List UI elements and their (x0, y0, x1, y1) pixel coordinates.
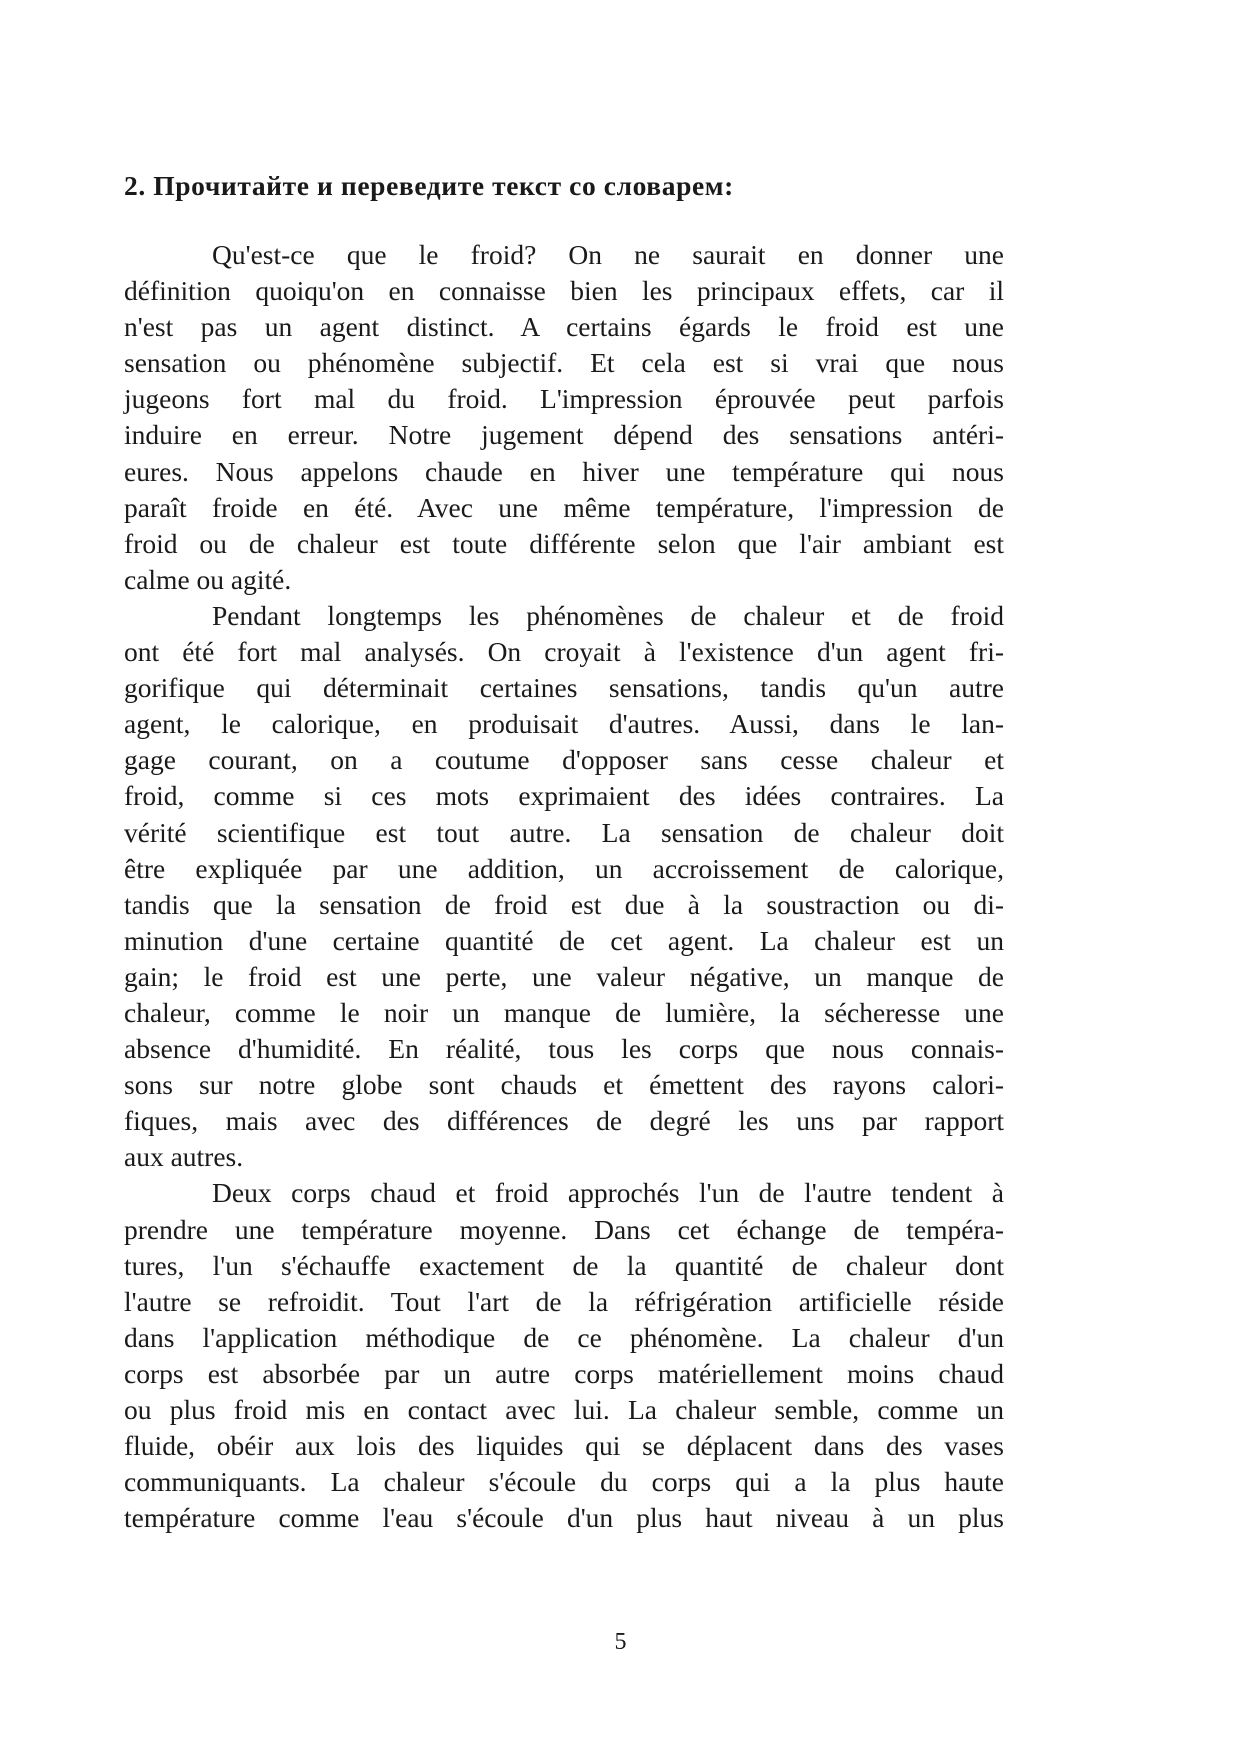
text-line: gorifique qui déterminait certaines sensations, tandis qu'un autre (124, 672, 1004, 704)
text-line: gage courant, on a coutume d'opposer sans cesse chaleur et (124, 744, 1004, 776)
text-line: paraît froide en été. Avec une même température, l'impression de (124, 491, 1004, 523)
text-line: ou plus froid mis en contact avec lui. La chaleur semble, comme un (124, 1394, 1004, 1425)
text-line: gain; le froid est une perte, une valeur négative, un manque de (124, 960, 1004, 992)
text-line: n'est pas un agent distinct. A certains égards le froid est une (124, 311, 1004, 343)
text-line: vérité scientifique est tout autre. La sensation de chaleur doit (124, 816, 1004, 848)
text-line: définition quoiqu'on en connaisse bien les principaux effets, car il (124, 275, 1004, 307)
text-line: Deux corps chaud et froid approchés l'un de l'autre tendent à (212, 1177, 1004, 1209)
text-line: sons sur notre globe sont chauds et émettent des rayons calori- (124, 1069, 1004, 1101)
text-line: l'autre se refroidit. Tout l'art de la réfrigération artificielle réside (124, 1285, 1004, 1317)
text-line: fiques, mais avec des différences de degré les uns par rapport (124, 1105, 1004, 1137)
text-line: ont été fort mal analysés. On croyait à l'existence d'un agent fri- (124, 636, 1004, 668)
text-line: froid ou de chaleur est toute différente selon que l'air ambiant est (124, 527, 1004, 559)
text-line: chaleur, comme le noir un manque de lumière, la sécheresse une (124, 996, 1004, 1028)
text-line: communiquants. La chaleur s'écoule du corps qui a la plus haute (124, 1466, 1004, 1498)
text-line: corps est absorbée par un autre corps matériellement moins chaud (124, 1357, 1004, 1389)
exercise-heading: 2. Прочитайте и переведите текст со словарем: (124, 170, 734, 201)
text-line: eures. Nous appelons chaude en hiver une température qui nous (124, 455, 1004, 487)
text-line: agent, le calorique, en produisait d'autres. Aussi, dans le lan- (124, 708, 1004, 740)
text-line: minution d'une certaine quantité de cet agent. La chaleur est un (124, 924, 1004, 956)
text-line: tures, l'un s'échauffe exactement de la quantité de chaleur dont (124, 1249, 1004, 1281)
page-number: 5 (614, 1629, 627, 1655)
text-line: induire en erreur. Notre jugement dépend des sensations antéri- (124, 419, 1004, 451)
text-line: absence d'humidité. En réalité, tous les corps que nous connais- (124, 1033, 1004, 1065)
text-line: prendre une température moyenne. Dans cet échange de tempéra- (124, 1213, 1004, 1245)
text-line: Qu'est-ce que le froid? On ne saurait en donner une (212, 239, 1004, 270)
text-line: Pendant longtemps les phénomènes de chaleur et de froid (212, 599, 1004, 631)
text-line: fluide, obéir aux lois des liquides qui se déplacent dans des vases (124, 1430, 1004, 1462)
text-line: aux autres. (124, 1141, 244, 1173)
french-text-body (124, 237, 1004, 1536)
text-line: jugeons fort mal du froid. L'impression éprouvée peut parfois (124, 383, 1004, 415)
text-line: sensation ou phénomène subjectif. Et cela est si vrai que nous (124, 347, 1004, 379)
text-line: température comme l'eau s'écoule d'un plus haut niveau à un plus (124, 1502, 1004, 1534)
text-line: calme ou agité. (124, 563, 292, 595)
text-line: dans l'application méthodique de ce phénomène. La chaleur d'un (124, 1321, 1004, 1353)
text-line: être expliquée par une addition, un accroissement de calorique, (124, 852, 1004, 884)
text-line: tandis que la sensation de froid est due à la soustraction ou di- (124, 888, 1004, 920)
text-line: froid, comme si ces mots exprimaient des idées contraires. La (124, 780, 1004, 812)
